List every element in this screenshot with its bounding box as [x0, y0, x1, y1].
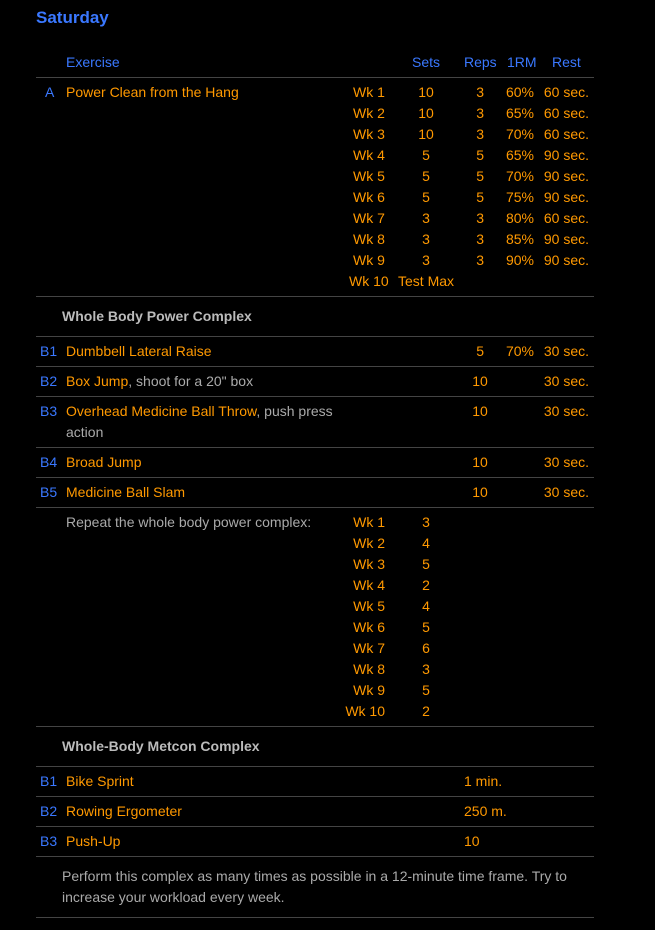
- header-exercise: Exercise: [66, 54, 120, 70]
- repeat-count: 3: [422, 661, 430, 677]
- week-label: Wk 10: [349, 273, 389, 289]
- week-label: Wk 1: [353, 84, 385, 100]
- test-max: Test Max: [398, 273, 455, 289]
- sets-value: 5: [422, 168, 430, 184]
- repeat-count: 5: [422, 556, 430, 572]
- rm-value: 90%: [505, 252, 534, 268]
- metcon-note: increase your workload every week.: [62, 889, 285, 905]
- rest-value: 90 sec.: [543, 252, 589, 268]
- rest-value: 90 sec.: [543, 168, 589, 184]
- metcon-value: 250 m.: [464, 803, 507, 819]
- sets-value: 10: [418, 84, 434, 100]
- reps-value: 3: [476, 252, 484, 268]
- exercise-name: Dumbbell Lateral Raise: [66, 343, 212, 359]
- reps-value: 3: [476, 84, 484, 100]
- exercise-letter: B4: [40, 454, 58, 470]
- divider: [36, 366, 594, 367]
- week-label: Wk 5: [353, 598, 385, 614]
- exercise-name: Broad Jump: [66, 454, 142, 470]
- reps-value: 3: [476, 126, 484, 142]
- rm-value: 75%: [505, 189, 534, 205]
- exercise-letter: B2: [40, 803, 58, 819]
- exercise-name: Overhead Medicine Ball Throw: [66, 403, 257, 419]
- repeat-count: 5: [422, 619, 430, 635]
- reps-value: 5: [476, 343, 484, 359]
- reps-value: 5: [476, 147, 484, 163]
- divider: [36, 296, 594, 297]
- reps-value: 10: [472, 484, 488, 500]
- week-label: Wk 4: [353, 147, 385, 163]
- sets-value: 5: [422, 189, 430, 205]
- divider: [36, 826, 594, 827]
- divider: [36, 447, 594, 448]
- rm-value: 65%: [505, 147, 534, 163]
- week-label: Wk 2: [353, 535, 385, 551]
- week-label: Wk 8: [353, 661, 385, 677]
- exercise-name: Box Jump: [66, 373, 129, 389]
- rm-value: 70%: [505, 126, 534, 142]
- divider: [36, 507, 594, 508]
- metcon-note: Perform this complex as many times as possible in a 12-minute time frame. Try to: [62, 868, 567, 884]
- reps-value: 5: [476, 168, 484, 184]
- rm-value: 70%: [505, 168, 534, 184]
- sets-value: 3: [422, 231, 430, 247]
- exercise-letter: B2: [40, 373, 58, 389]
- divider: [36, 477, 594, 478]
- reps-value: 5: [476, 189, 484, 205]
- sets-value: 5: [422, 147, 430, 163]
- rest-value: 30 sec.: [543, 403, 589, 419]
- rest-value: 30 sec.: [543, 373, 589, 389]
- week-label: Wk 5: [353, 168, 385, 184]
- page-title: Saturday: [36, 8, 109, 27]
- exercise-name: Push-Up: [66, 833, 121, 849]
- week-label: Wk 3: [353, 126, 385, 142]
- rm-value: 70%: [505, 343, 534, 359]
- repeat-count: 3: [422, 514, 430, 530]
- section-heading: Whole-Body Metcon Complex: [62, 738, 260, 754]
- reps-value: 10: [472, 403, 488, 419]
- divider: [36, 396, 594, 397]
- exercise-note: , push press: [256, 403, 333, 419]
- exercise-note: , shoot for a 20" box: [128, 373, 254, 389]
- repeat-count: 4: [422, 598, 430, 614]
- header-rest: Rest: [552, 54, 581, 70]
- reps-value: 3: [476, 231, 484, 247]
- section-heading: Whole Body Power Complex: [62, 308, 252, 324]
- rest-value: 60 sec.: [543, 84, 589, 100]
- rest-value: 90 sec.: [543, 231, 589, 247]
- divider: [36, 796, 594, 797]
- rest-value: 30 sec.: [543, 484, 589, 500]
- week-label: Wk 9: [353, 682, 385, 698]
- week-label: Wk 6: [353, 619, 385, 635]
- metcon-value: 10: [464, 833, 480, 849]
- exercise-name: Power Clean from the Hang: [66, 84, 239, 100]
- exercise-name: Medicine Ball Slam: [66, 484, 186, 500]
- rm-value: 60%: [505, 84, 534, 100]
- exercise-note: action: [66, 424, 104, 440]
- reps-value: 3: [476, 210, 484, 226]
- rest-value: 30 sec.: [543, 343, 589, 359]
- divider: [36, 336, 594, 337]
- exercise-entry: [66, 371, 253, 391]
- divider: [36, 766, 594, 767]
- repeat-count: 2: [422, 703, 430, 719]
- week-label: Wk 6: [353, 189, 385, 205]
- rest-value: 30 sec.: [543, 454, 589, 470]
- exercise-letter: B1: [40, 773, 58, 789]
- sets-value: 3: [422, 210, 430, 226]
- sets-value: 10: [418, 126, 434, 142]
- week-label: Wk 7: [353, 210, 385, 226]
- rest-value: 90 sec.: [543, 147, 589, 163]
- rm-value: 80%: [505, 210, 534, 226]
- exercise-letter: B1: [40, 343, 58, 359]
- repeat-count: 4: [422, 535, 430, 551]
- repeat-count: 5: [422, 682, 430, 698]
- metcon-value: 1 min.: [464, 773, 503, 789]
- week-label: Wk 2: [353, 105, 385, 121]
- divider: [36, 77, 594, 78]
- week-label: Wk 8: [353, 231, 385, 247]
- exercise-letter: B3: [40, 833, 58, 849]
- week-label: Wk 4: [353, 577, 385, 593]
- repeat-count: 6: [422, 640, 430, 656]
- sets-value: 3: [422, 252, 430, 268]
- week-label: Wk 3: [353, 556, 385, 572]
- divider: [36, 856, 594, 857]
- rm-value: 65%: [505, 105, 534, 121]
- week-label: Wk 10: [345, 703, 385, 719]
- header-reps: Reps: [464, 54, 497, 70]
- header-1rm: 1RM: [507, 54, 537, 70]
- repeat-count: 2: [422, 577, 430, 593]
- week-label: Wk 1: [353, 514, 385, 530]
- rest-value: 90 sec.: [543, 189, 589, 205]
- exercise-letter: A: [45, 84, 55, 100]
- header-sets: Sets: [412, 54, 441, 70]
- reps-value: 10: [472, 454, 488, 470]
- sets-value: 10: [418, 105, 434, 121]
- exercise-name: Bike Sprint: [66, 773, 134, 789]
- rest-value: 60 sec.: [543, 126, 589, 142]
- divider: [36, 726, 594, 727]
- rm-value: 85%: [505, 231, 534, 247]
- reps-value: 10: [472, 373, 488, 389]
- week-label: Wk 9: [353, 252, 385, 268]
- exercise-name: Rowing Ergometer: [66, 803, 182, 819]
- rest-value: 60 sec.: [543, 105, 589, 121]
- reps-value: 3: [476, 105, 484, 121]
- divider: [36, 917, 594, 918]
- week-label: Wk 7: [353, 640, 385, 656]
- exercise-entry: [66, 401, 333, 421]
- exercise-letter: B3: [40, 403, 58, 419]
- rest-value: 60 sec.: [543, 210, 589, 226]
- repeat-label: Repeat the whole body power complex:: [66, 514, 312, 530]
- exercise-letter: B5: [40, 484, 58, 500]
